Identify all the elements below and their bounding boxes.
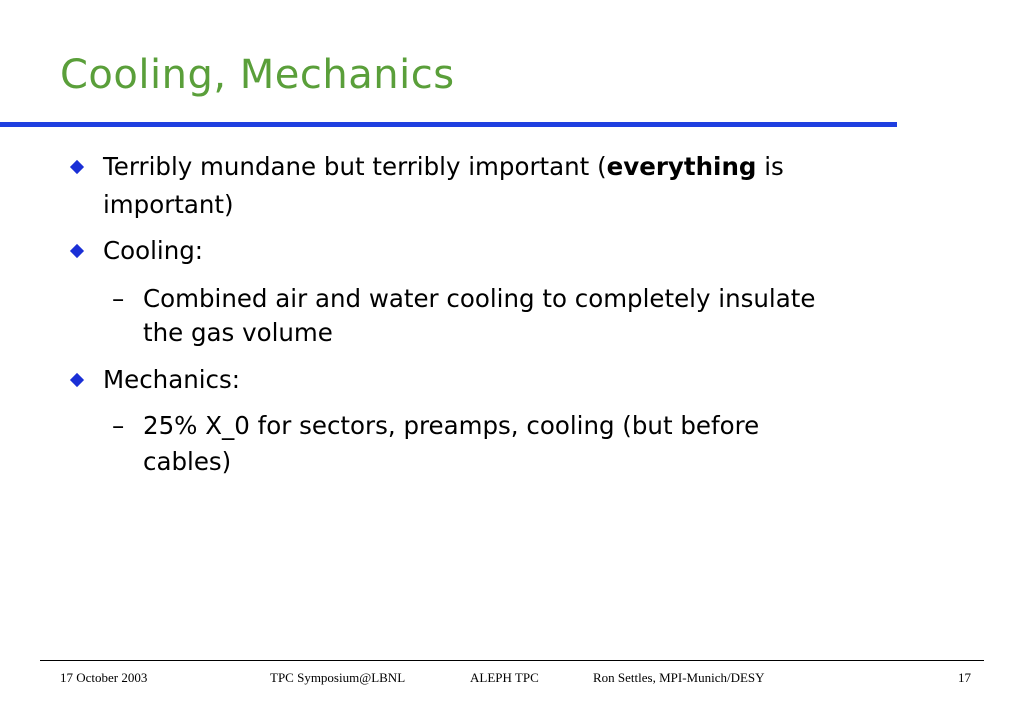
footer-event: TPC Symposium@LBNL	[270, 670, 406, 685]
bullet-1-line-1	[103, 150, 784, 184]
sub-bullet-3-line-2: cables)	[143, 447, 232, 476]
footer-topic: ALEPH TPC	[470, 670, 539, 685]
sub-bullet-2-line-1: Combined air and water cooling to completely insulate	[143, 284, 816, 313]
diamond-bullet-icon	[70, 373, 84, 387]
footer-date: 17 October 2003	[60, 670, 148, 685]
title-divider	[0, 122, 897, 127]
diamond-bullet-icon	[70, 244, 84, 258]
sub-bullet-dash: –	[112, 411, 125, 440]
diamond-bullet-icon	[70, 160, 84, 174]
bullet-3-text: Mechanics:	[103, 365, 241, 394]
footer-page-number: 17	[958, 670, 971, 685]
footer-author: Ron Settles, MPI-Munich/DESY	[593, 670, 765, 685]
bullet-1-text-pre: Terribly mundane but terribly important (	[103, 152, 607, 181]
bullet-1-text-post: is	[756, 152, 784, 181]
sub-bullet-dash: –	[112, 284, 125, 313]
footer-divider	[40, 660, 984, 661]
bullet-1-text-bold: everything	[606, 152, 757, 181]
bullet-2-text: Cooling:	[103, 236, 204, 265]
slide-title: Cooling, Mechanics	[60, 52, 455, 98]
sub-bullet-2-line-2: the gas volume	[143, 318, 333, 347]
bullet-1-line-2: important)	[103, 190, 234, 219]
sub-bullet-3-line-1: 25% X_0 for sectors, preamps, cooling (but before	[143, 411, 760, 440]
